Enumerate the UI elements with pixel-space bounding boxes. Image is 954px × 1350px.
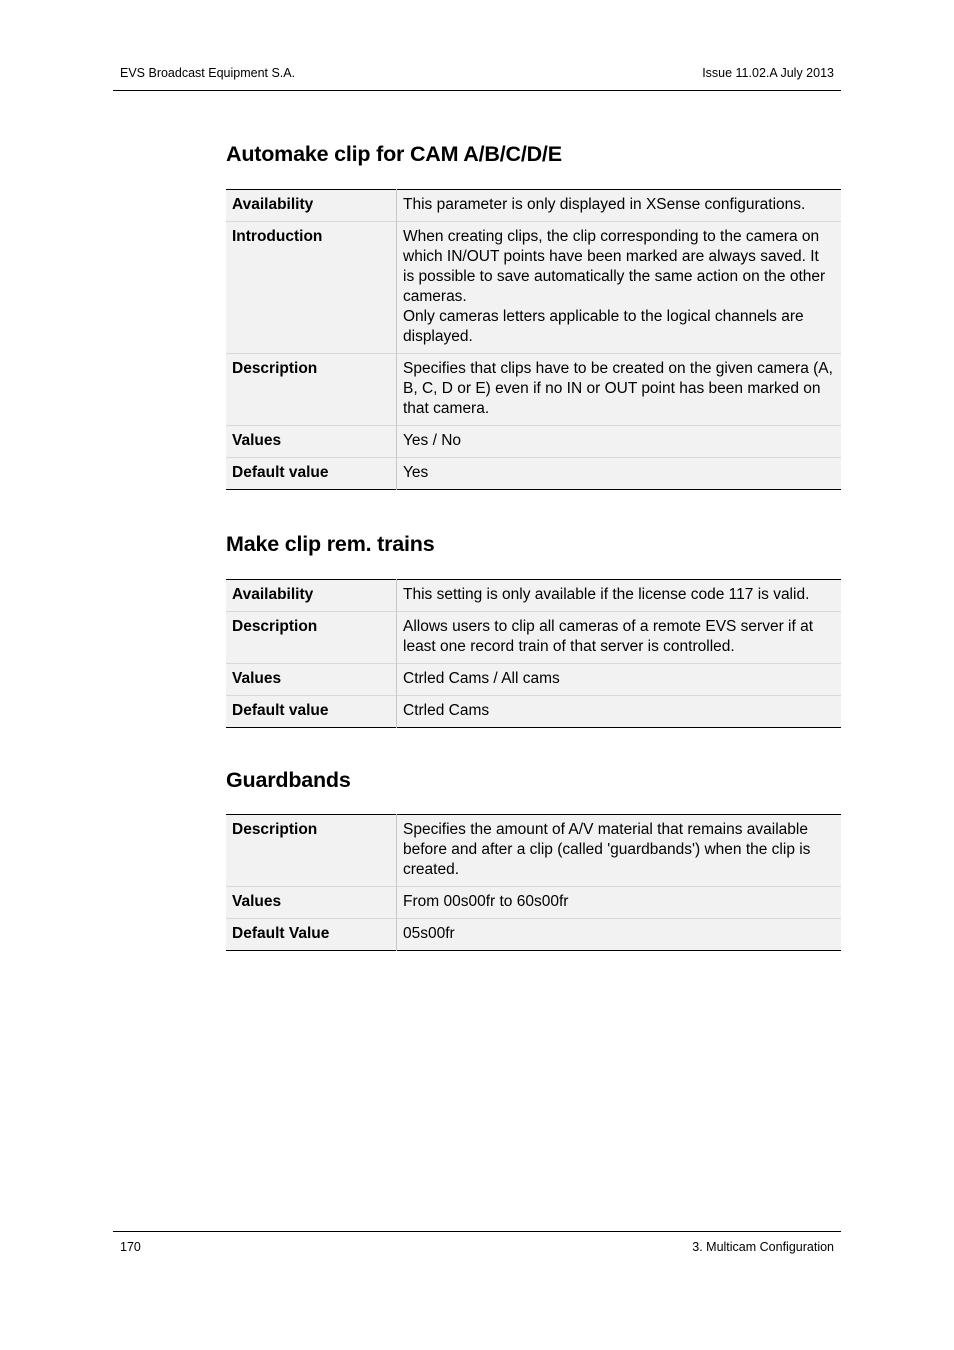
- value-line: Specifies the amount of A/V material that remains available before and after a clip (called 'guardbands') when the clip is created.: [403, 821, 811, 878]
- param-key: Default Value: [226, 919, 397, 951]
- param-key: Default value: [226, 696, 397, 728]
- value-line: From 00s00fr to 60s00fr: [403, 893, 569, 910]
- automake-clip-table: [226, 189, 841, 490]
- param-value: [397, 580, 842, 612]
- table-row: [226, 612, 841, 664]
- table-row: [226, 664, 841, 696]
- param-value: [397, 426, 842, 458]
- param-key: Availability: [226, 580, 397, 612]
- param-key: Description: [226, 354, 397, 426]
- param-key: Description: [226, 815, 397, 887]
- param-key: Values: [226, 664, 397, 696]
- param-value: [397, 222, 842, 354]
- param-value: [397, 815, 842, 887]
- param-value: [397, 919, 842, 951]
- header-issue: Issue 11.02.A July 2013: [702, 66, 834, 80]
- table-row: [226, 354, 841, 426]
- value-line: This parameter is only displayed in XSense configurations.: [403, 196, 806, 213]
- value-line: Yes / No: [403, 432, 462, 449]
- section-title-make-clip-rem-trains: Make clip rem. trains: [226, 532, 435, 556]
- table-row: [226, 887, 841, 919]
- param-value: [397, 354, 842, 426]
- param-value: [397, 612, 842, 664]
- param-value: [397, 664, 842, 696]
- page-header: [113, 64, 841, 91]
- param-key: Description: [226, 612, 397, 664]
- table-row: [226, 426, 841, 458]
- value-line: 05s00fr: [403, 925, 455, 942]
- param-value: [397, 458, 842, 490]
- param-key: Introduction: [226, 222, 397, 354]
- value-line: Only cameras letters applicable to the logical channels are displayed.: [403, 308, 804, 345]
- value-line: Yes: [403, 464, 429, 481]
- param-value: [397, 190, 842, 222]
- make-clip-rem-trains-table: [226, 579, 841, 728]
- footer-chapter: 3. Multicam Configuration: [692, 1240, 834, 1254]
- value-line: Specifies that clips have to be created on the given camera (A, B, C, D or E) even if no IN or OUT point has been marked on that camera.: [403, 360, 833, 417]
- footer-page-number: 170: [120, 1240, 141, 1254]
- param-key: Availability: [226, 190, 397, 222]
- section-title-automake-clip: Automake clip for CAM A/B/C/D/E: [226, 142, 562, 166]
- table-row: [226, 696, 841, 728]
- section-title-guardbands: Guardbands: [226, 768, 351, 792]
- table-row: [226, 222, 841, 354]
- value-line: Ctrled Cams: [403, 702, 490, 719]
- value-line: Ctrled Cams / All cams: [403, 670, 560, 687]
- guardbands-table: [226, 814, 841, 951]
- page-footer: [113, 1231, 841, 1258]
- table-row: [226, 458, 841, 490]
- param-key: Values: [226, 887, 397, 919]
- param-key: Values: [226, 426, 397, 458]
- table-row: [226, 580, 841, 612]
- param-key: Default value: [226, 458, 397, 490]
- param-value: [397, 696, 842, 728]
- table-row: [226, 190, 841, 222]
- value-line: When creating clips, the clip corresponding to the camera on which IN/OUT points have been marked are always saved. It is possible to save automatically the same action on the other cameras.: [403, 228, 826, 305]
- header-company: EVS Broadcast Equipment S.A.: [120, 66, 296, 80]
- table-row: [226, 815, 841, 887]
- table-row: [226, 919, 841, 951]
- value-line: This setting is only available if the license code 117 is valid.: [403, 586, 810, 603]
- param-value: [397, 887, 842, 919]
- value-line: Allows users to clip all cameras of a remote EVS server if at least one record train of that server is controlled.: [403, 618, 814, 655]
